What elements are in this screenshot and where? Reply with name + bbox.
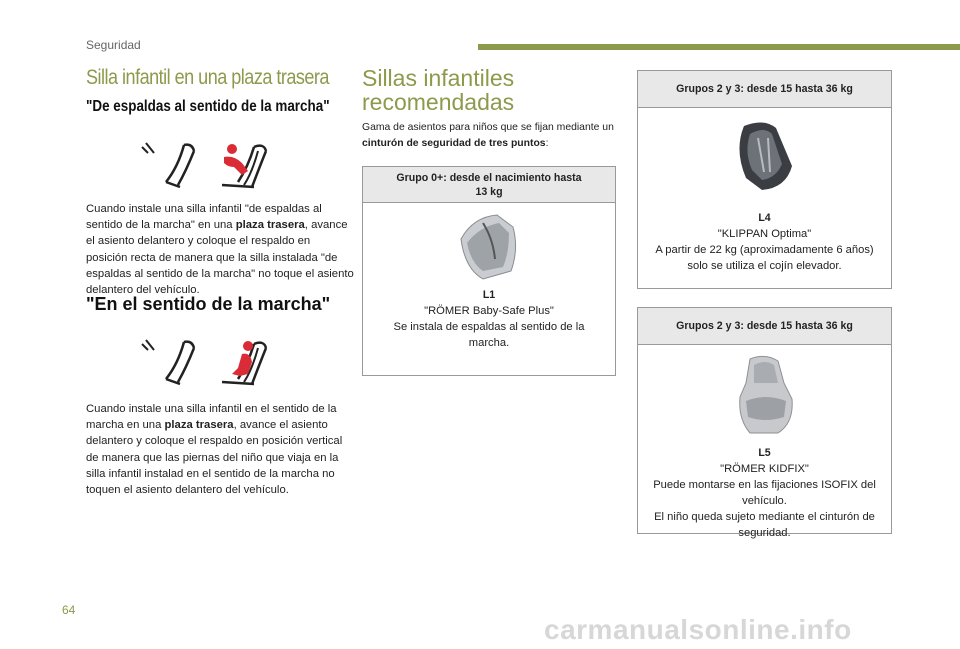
seat-box-l1 <box>362 166 616 376</box>
kidfix-seat-photo <box>732 353 798 437</box>
seat-name: "RÖMER KIDFIX" <box>720 463 809 475</box>
baby-seat-photo <box>453 209 525 283</box>
p2-c: , avance el asiento delantero y coloque el respaldo en posición vertical de manera que las piernas del niño que viaja en la silla infantil instalad en el sentido de la marcha no toquen el asiento delantero del vehículo. <box>86 419 343 497</box>
box-header: Grupos 2 y 3: desde 15 hasta 36 kg <box>638 71 891 108</box>
seat-code: L5 <box>758 447 771 459</box>
p1-b: plaza trasera <box>235 219 305 232</box>
klippan-seat-photo <box>726 116 804 194</box>
seat-desc-1: Puede montarse en las fijaciones ISOFIX del vehículo. <box>653 479 876 507</box>
rear-facing-heading: "De espaldas al sentido de la marcha" <box>86 98 330 115</box>
page-number: 64 <box>62 603 76 617</box>
seat-code: L1 <box>482 289 496 301</box>
seat-desc: Se instala de espaldas al sentido de la marcha. <box>393 321 585 349</box>
forward-facing-heading: "En el sentido de la marcha" <box>86 294 331 314</box>
p1-a: Cuando instale una silla infantil "de espaldas al sentido de la marcha" en una <box>86 203 322 232</box>
rear-facing-seat-illustration <box>136 137 278 192</box>
forward-facing-paragraph <box>86 401 354 498</box>
recommended-intro <box>362 120 618 152</box>
left-title: Silla infantil en una plaza trasera <box>86 66 329 89</box>
p2-b: plaza trasera <box>164 419 234 432</box>
box-header-line2: 13 kg <box>475 186 503 198</box>
box-body <box>363 209 615 351</box>
seat-box-l5 <box>637 307 892 539</box>
title-line1: Sillas infantiles <box>362 65 515 91</box>
box-header-line1: Grupo 0+: desde el nacimiento hasta <box>396 172 582 184</box>
seat-desc-2: El niño queda sujeto mediante el cinturón de seguridad. <box>654 511 875 539</box>
section-label: Seguridad <box>86 38 141 52</box>
intro-a: Gama de asientos para niños que se fijan mediante un <box>362 122 614 133</box>
rear-facing-paragraph <box>86 201 354 298</box>
seat-code: L4 <box>758 212 771 224</box>
box-header: Grupos 2 y 3: desde 15 hasta 36 kg <box>638 308 891 345</box>
intro-c: : <box>545 138 549 149</box>
header-rule <box>478 44 960 50</box>
box-body <box>638 116 891 274</box>
seat-name: "KLIPPAN Optima" <box>717 228 812 240</box>
seat-desc: A partir de 22 kg (aproximadamente 6 años) solo se utiliza el cojín elevador. <box>655 244 874 272</box>
recommended-seats-title <box>362 66 514 114</box>
p1-c: , avance el asiento delantero y coloque el respaldo en posición recta de manera que la silla instalada "de espaldas al sentido de la marcha" no toque el asiento delantero del vehículo. <box>86 219 354 297</box>
seat-box-l4 <box>637 70 892 289</box>
watermark-text: carmanualsonline.info <box>544 614 852 645</box>
forward-facing-seat-illustration <box>136 334 278 389</box>
box-header <box>363 167 615 203</box>
p2-a: Cuando instale una silla infantil en el sentido de la marcha en una <box>86 403 337 432</box>
box-body <box>638 353 891 541</box>
intro-b: cinturón de seguridad de tres puntos <box>362 138 546 149</box>
left-column <box>86 66 354 116</box>
seat-name: "RÖMER Baby-Safe Plus" <box>424 305 554 317</box>
title-line2: recomendadas <box>362 89 515 115</box>
